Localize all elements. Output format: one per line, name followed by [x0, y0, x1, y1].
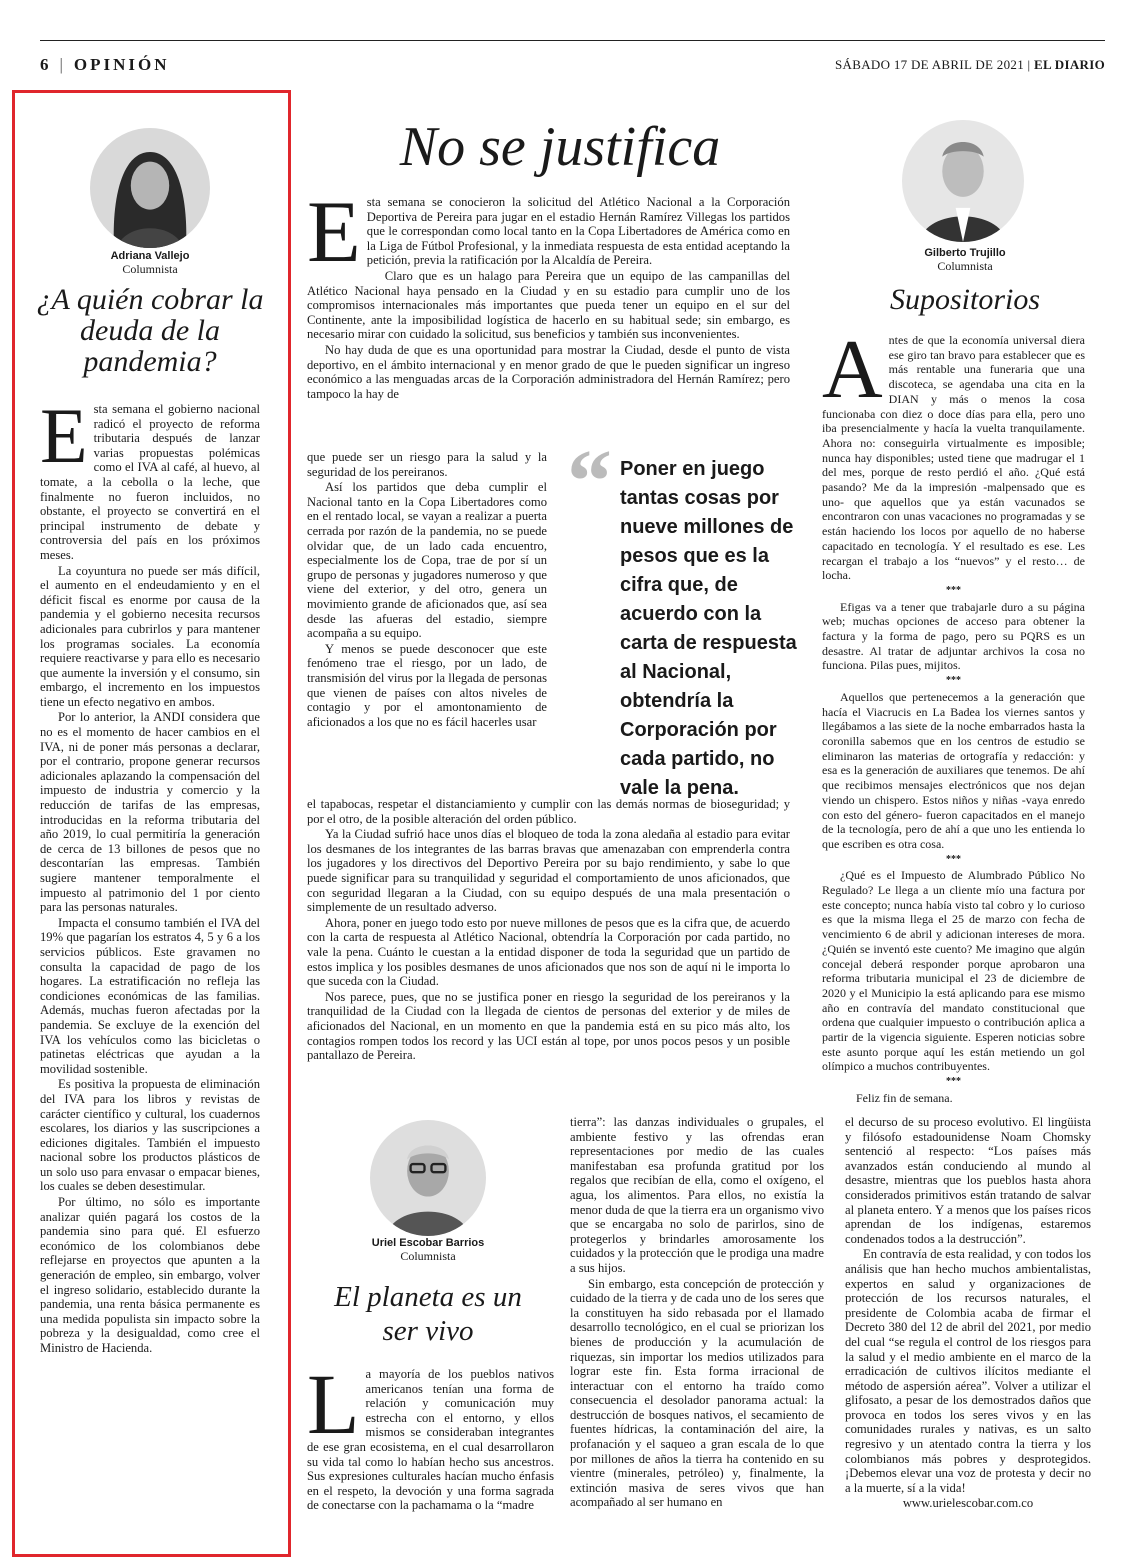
paragraph: Efigas va a tener que trabajarle duro a su página web; muchas opciones de acceso para obtener la factura y la forma de pago, pero su PQRS es un desastre. Al tratar de adjuntar archivos la cosa no funciona. Pilas pues, mijitos.: [822, 599, 1085, 673]
quote-mark-icon: “: [567, 432, 612, 531]
paragraph: el tapabocas, respetar el distanciamiento y cumplir con las demás normas de bioseguridad; y por el otro, de la posible alteración del orden público.: [307, 797, 790, 826]
paragraph: que puede ser un riesgo para la salud y la seguridad de los pereiranos.: [307, 450, 547, 479]
paragraph: Feliz fin de semana.: [856, 1090, 953, 1105]
paragraph: a mayoría de los pueblos nativos americanos tenían una forma de relación y comunicación muy estrecha con el entorno, y ellos mismos se consideraban integrantes de ese gran ecosistema, en el cual desarrollaron su vida tal como lo habían hecho sus ancestros. Sus expresiones culturales hacían mucho énfasis en el respeto, la devoción y una forma sagrada de conectarse con la pachamama o la “madre: [307, 1367, 554, 1513]
paragraph: Por último, no sólo es importante analizar quién pagará los costos de la pandemia sino para qué. El esfuerzo económico de los colombianos debe reflejarse en proyectos que apunten a la generación de empleo, sin embargo, volver el ingreso solidario, establecido durante la pandemia, una renta básica permanente es una medida populista sin impacto sobre la pobreza y la desigualdad, como cree el Ministro de Hacienda.: [40, 1195, 260, 1355]
avatar-image: [370, 1120, 486, 1236]
editorial-body-narrow: [307, 450, 547, 730]
byline-uriel: [318, 1237, 538, 1264]
bottom-column-2: [570, 1115, 824, 1511]
paragraph: En contravía de esta realidad, y con todos los análisis que han hecho muchos ambientalistas, expertos en salud y organizaciones de protección de los recursos naturales, el presidente de Colombia acaba de firmar el Decreto 380 del 12 de abril del 2021, por medio del cual “se regula el control de los riesgos para la salud y el medio ambiente en el marco de la erradicación de cultivos ilícitos mediante el método de aspersión aérea”. Volver a utilizar el glifosato, a pesar de los demostrados daños que provoca en todos los seres vivos y en las comunidades rurales y nativas, es un salto regresivo y un atentado contra la tierra y los colombianos más pobres y desprotegidos. ¡Debemos elevar una voz de protesta y decir no a la muerte, sí a la vida!: [845, 1247, 1091, 1495]
paragraph: Aquellos que pertenecemos a la generación que hacía el Viacrucis en La Badea los viernes santos y llegábamos a las siete de la noche embarrados hasta la coronilla sabemos que en los centros de estudio se eliminaron las materias de ortografía y redacción: y esa es la generación de auxiliares que tenemos. De ahí que recibimos mensajes electrónicos que nos dejan viendo un chispero. Estos niños y niñas -vaya enredo con esto del género- fueron capacitados en el manejo de la tecnología, pero de ahí a que uno les entienda lo que escriben es otra cosa.: [822, 689, 1085, 851]
author-name: Adriana Vallejo: [110, 250, 190, 262]
separator: ***: [946, 1076, 961, 1088]
editorial-title: No se justifica: [399, 116, 721, 178]
page-header: [40, 40, 1105, 80]
column-title-right: Supositorios: [889, 283, 1041, 316]
separator: ***: [946, 853, 961, 865]
editorial-body-top: [307, 184, 790, 402]
byline-gilberto: [855, 247, 1075, 274]
dropcap: L: [307, 1356, 360, 1452]
newspaper-name: EL DIARIO: [1034, 57, 1105, 72]
author-website: www.urielescobar.com.co: [902, 1496, 1034, 1511]
paragraph: Ya la Ciudad sufrió hace unos días el bloqueo de toda la zona aledaña al estadio para evitar los desmanes de los integrantes de las barras bravas que amenazaban con emprenderla contra los jugadores y los directivos del Deportivo Pereira por su bajo rendimiento, y sabe lo que puede significar para su tranquilidad y seguridad el comportamiento de unos aficionados, que con seguridad llegaran a la Ciudad, con su equipo después de una mala presentación o simplemente de un resultado adverso.: [307, 827, 790, 915]
paragraph: Por lo anterior, la ANDI considera que no es el momento de hacer cambios en el IVA, ni de poner más personas a declarar, por el contrario, propone generar recursos adicionales aplazando la compensación del impuesto de industria y comercio y la reducción de tarifas de las empresas, introducidas en la reforma tributaria del año 2019, lo cual permitiría la generación de cerca de 13 billones de pesos que no descontarían las empresas. También sugiere mantener temporalmente el impuesto al patrimonio del 1 por ciento para las personas naturales.: [40, 710, 260, 915]
paragraph: tierra”: las danzas individuales o grupales, el ambiente festivo y las ofrendas eran representaciones por medio de las cuales manifestaban esa profunda gratitud por los regalos que recibían de ella, como el oxígeno, el agua, los alimentos. Para ellos, no existía la menor duda de que la tierra era un organismo vivo que se encargaba no solo de parirlos, sino de protegerlos y brindarles amorosamente los cuidados y la protección que le prodiga una madre a sus hijos.: [570, 1115, 825, 1275]
section-name: OPINIÓN: [73, 55, 170, 74]
byline-adriana: [40, 250, 260, 277]
bottom-column-3: [845, 1115, 1091, 1512]
paragraph: Ahora, poner en juego todo esto por nueve millones de pesos que es la cifra que, de acuerdo con la carta de respuesta al Atlético Nacional, obtendría la Corporación por cada partido, no vale la pena. Cuánto le cuestan a la entidad disponer de toda la seguridad que un partido de estos implica y los posibles desmanes de unos aficionados que nos son de aquí ni le importa lo que suceda con la Ciudad.: [307, 915, 790, 989]
pull-quote: [567, 432, 800, 803]
avatar-image: [902, 120, 1024, 242]
dropcap: E: [40, 392, 88, 479]
left-column-body: [40, 392, 260, 1357]
separator: ***: [946, 675, 961, 687]
separator: ***: [946, 584, 961, 596]
author-photo-uriel: [370, 1120, 486, 1236]
paragraph: No hay duda de que es una oportunidad para mostrar la Ciudad, desde el punto de vista deportivo, en el ámbito internacional y en menor grado de que le pueden significar un ingreso económico a las menguadas arcas de la Corporación administradora del Hernán Ramírez; pero tampoco la hay de: [307, 342, 790, 401]
paragraph: ¿Qué es el Impuesto de Alumbrado Público No Regulado? Le llega a un cliente mío una factura por este concepto; nunca había visto tal cobro y lo curioso es que la misma llega el 25 de marzo con fecha de vencimiento 6 de abril y adicionan intereses de mora. ¿Quién se inventó este cuento? Me imagino que algún concejal deberá responder porque aprobaron una reforma tributaria municipal el 23 de diciembre de 2020 y el Municipio la está aplicando para ese mismo año en contravía del mandato constitucional que ordena que cualquier impuesto o contribución aplica a partir de la vigencia siguiente. Esperen noticias sobre este asunto porque aquí les están metiendo un gol olímpico a muchos contribuyentes.: [822, 868, 1085, 1074]
paragraph: sta semana el gobierno nacional radicó el proyecto de reforma tributaria después de lanzar varias propuestas polémicas como el IVA al café, al huevo, al tomate, a la cebolla o la leche, que finalmente no fueron incluidos, no obstante, el proyecto se convertirá en el principal instrumento de debate y controversia del país en los próximos meses.: [40, 402, 260, 562]
page-date: SÁBADO 17 DE ABRIL DE 2021 | EL DIARIO: [835, 57, 1105, 72]
paragraph: Y menos se puede desconocer que este fenómeno trae el riesgo, por un lado, de transmisión del virus por la llegada de personas que vienen de países con altos niveles de contagio y por el amontonamiento de aficionados a los que no es fácil hacerles usar: [307, 641, 547, 729]
author-photo-adriana: [90, 128, 210, 248]
paragraph: Impacta el consumo también el IVA del 19% que pagarían los estratos 4, 5 y 6 a los servicios públicos. Este gravamen no consulta la capacidad de pago de los hogares. La estratificación no refleja las condiciones económicas de las familias. Además, muchas fueron afectadas por la pandemia. Se excluye de la exención del IVA los vehículos como las bicicletas o patinetas eléctricas que ayudan a la movilidad sostenible.: [40, 915, 260, 1076]
paragraph: Claro que es un halago para Pereira que un equipo de las campanillas del Atlético Nacional haya pensado en la Ciudad y en su estadio para cumplir uno de los compromisos internacionales más importantes que pueda tener un equipo en el sur del Continente, ante la imposibilidad logística de hacerlo en su habitual sede; sin embargo, es necesario mirar con cuidado la solicitud, sus beneficios y también sus inconvenientes.: [307, 268, 790, 342]
column-title-left: ¿A quién cobrar la deuda de la pandemia?: [36, 283, 264, 378]
author-name: Uriel Escobar Barrios: [371, 1237, 485, 1249]
paragraph: el decurso de su proceso evolutivo. El lingüista y filósofo estadounidense Noam Chomsky sentenció al respecto: “Los países más avanzados están conduciendo al mundo al desastre, mientras que los pueblos hasta ahora considerados primitivos están tratando de salvar al planeta entero. Y a menos que los países ricos aprendan de los indígenas, estaremos condenados todos a la destrucción”.: [845, 1115, 1091, 1246]
avatar-image: [90, 128, 210, 248]
author-role: Columnista: [937, 259, 993, 273]
column-title-bottom: El planeta es un ser vivo: [334, 1281, 522, 1347]
paragraph: Nos parece, pues, que no se justifica poner en riesgo la seguridad de los pereiranos y la tranquilidad de la Ciudad con la llegada de cientos de personas del exterior y de miles de aficionados del Nacional, en un momento en que la pandemia está en su pico más alto, los contagios rompen todos los record y las UCI están al tope, por unos pocos pesos y un posible pantallazo de Pereira.: [307, 989, 790, 1063]
paragraph: Es positiva la propuesta de eliminación del IVA para los libros y revistas de carácter científico y cultural, los cuadernos escolares, los diarios y las suscripciones a ediciones digitales. También el impuesto nacional sobre los productos plásticos de un solo uso para envasar o empacar bienes, los cuales se deben desestimular.: [40, 1077, 260, 1194]
paragraph: sta semana se conocieron la solicitud del Atlético Nacional a la Corporación Deportiva de Pereira para jugar en el estadio Hernán Ramírez Villegas los partidos que le correspondan como local tanto en la Copa Libertadores de América como en la Liga de Fútbol Profesional, y la inmediata respuesta de esta entidad aceptando la petición, previa la ratificación por la Alcaldía de Pereira.: [366, 195, 790, 268]
editorial-body-bottom: [307, 797, 790, 1064]
paragraph: ntes de que la economía universal diera ese giro tan bravo para establecer que es más rentable una funeraria que una discoteca, se agendaba una cita en la DIAN y más o menos la cosa funcionaba con diez o doce días para ella, pero uno iba presencialmente y hacía la vuelta tranquilamente. Ahora no: conseguirla virtualmente es imposible; nunca hay disponibles; usted tiene que madrugar el 1 del mes, porque de resto perdió el año. ¿Qué está pasando? Me da la impresión -malpensado que es uno- que aquellos que ya están vacunados se encontraron con unas vacaciones no programadas y se están haciendo los locos por aquello de no haberse capacitado en tecnología. Y el resultado es ese. Les recargan el trabajo a los “nuevos” y el resto… de locha.: [822, 333, 1085, 583]
dropcap: E: [307, 184, 361, 281]
paragraph: Así los partidos que deba cumplir el Nacional tanto en la Copa Libertadores como en el rentado local, se vayan a realizar a puerta cerrada por razón de la pandemia, no se puede olvidar que, de un lado cada encuentro, especialmente los de Copa, trae de por sí un grupo de personas y jugadores numeroso y que viene del exterior, y del otro, genera un movimiento grande de aficionados que, así sea desde las afueras del estadio, siempre acompaña a su equipo.: [307, 480, 547, 641]
author-photo-gilberto: [902, 120, 1024, 242]
page-number: 6: [40, 55, 52, 74]
page-section: 6 | OPINIÓN: [40, 55, 170, 74]
author-name: Gilberto Trujillo: [924, 247, 1006, 259]
dropcap: A: [822, 323, 883, 416]
bottom-column-1: [307, 1356, 554, 1514]
paragraph: Sin embargo, esta concepción de protección y cuidado de la tierra y de cada uno de los seres que la constituyen ha sido rebasada por el llamado desarrollo tecnológico, en el cual se priorizan los bienes de producción y la acumulación de riquezas, sin importar los medios utilizados para lograr este fin. Esta forma irracional de interactuar con el entorno ha traído como consecuencia el desolador panorama actual: la destrucción de bosques nativos, el secamiento de fuentes hídricas, la contaminación del aire, la profanación y el saqueo a gran escala de lo que por millones de años la tierra ha contenido en su vientre (minerales, petróleo) y, finalmente, la extinción masiva de seres vivos que han acompañado al ser humano en: [570, 1276, 824, 1510]
author-role: Columnista: [400, 1249, 456, 1263]
pull-quote-text: Poner en juego tantas cosas por nueve millones de pesos que es la cifra que, de acuerdo con la carta de respuesta al Nacional, obtendría la Corporación por cada partido, no vale la pena.: [620, 458, 797, 799]
author-role: Columnista: [122, 262, 178, 276]
right-column-body: [822, 323, 1085, 1107]
date-text: SÁBADO 17 DE ABRIL DE 2021: [835, 57, 1024, 72]
paragraph: La coyuntura no puede ser más difícil, el aumento en el endeudamiento y en el déficit fiscal es enorme por causa de la pandemia y el gobierno necesita recursos adicionales para cubrirlos y para mantener los programas sociales. La economía requiere reactivarse y para ello es necesario que aumente la inversión y el consumo, sin embargo, el incremento en los impuestos tiene un efecto negativo en ambos.: [40, 563, 260, 709]
